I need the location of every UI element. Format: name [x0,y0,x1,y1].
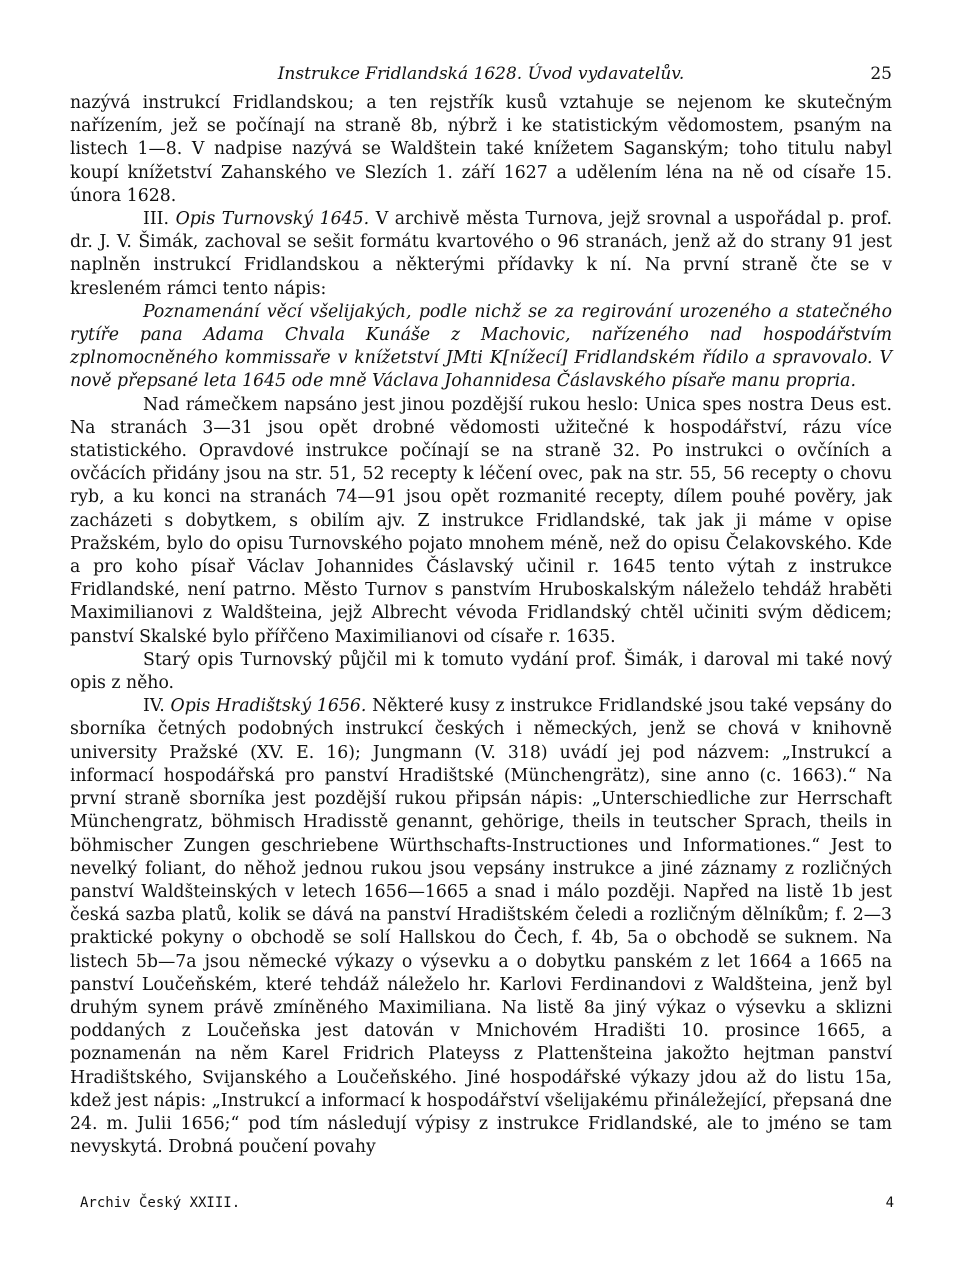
paragraph-heslo: Nad rámečkem napsáno jest jinou pozdější rukou heslo: Unica spes nostra Deus est. Na stranách 3—31 jsou opět drobné vědomosti užitečné k hospodářství, rázu více statistického. Opravdové instrukce počínají se na straně 32. Po instrukci o ovčíních a ovčácích přidány jsou na str. 51, 52 recepty k léčení ovec, pak na str. 55, 56 recepty o chovu ryb, a ku konci na stranách 74—91 jsou opět rozmanité recepty, dílem pouhé pověry, jak zacházeti s dobytkem, s obilím ajv. Z instrukce Fridlandské, tak jak ji máme v opise Pražském, bylo do opisu Turnovského pojato mnohem méně, než do opisu Čelakovského. Kde a pro koho písař Václav Johannides Čáslavský učinil r. 1645 tento výtah z instrukce Fridlandské, není patrno. Město Turnov s panstvím Hruboskalským náleželo tehdáž hraběti Maximilianovi z Waldšteina, jejž Albrecht vévoda Fridlandský chtěl učiniti svým dědicem; panství Skalské bylo přířčeno Maximilianovi od císaře r. 1635. [70,394,892,647]
running-title: Instrukce Fridlandská 1628. Úvod vydavatelův. [277,64,685,84]
section-text: V archivě města Turnova, jejž srovnal a uspořádal p. prof. dr. J. V. Šimák, zachoval se sešit formátu kvartového o 96 stranách, jenž až do strany 91 jest naplněn instrukcí Fridlandskou a některými přídavky k ní. Na první straně čte se v kresleném rámci tento nápis: [70,209,893,299]
paragraph-simak: Starý opis Turnovský půjčil mi k tomuto vydání prof. Šimák, i daroval mi také nový opis z něho. [70,649,892,694]
section-number: III. [143,209,169,230]
signature-number: 4 [885,1195,894,1211]
section-text: Některé kusy z instrukce Fridlandské jsou také vepsány do sborníka četných podobných instrukcí českých i německých, jenž se chová v knihovně university Pražské (XV. E. 16); Jungmann (V. 318) uvádí jej pod názvem: „Instrukcí a informací hospodářská pro panství Hradištské (Münchengrätz), sine anno (c. 1663).“ Na první straně sborníka jest pozdější rukou připsán nápis: „Unterschiedliche zur Herrschaft Münchengratz, böhmisch Hradisstě genannt, gehörige, theils in teutscher Sprach, theils in böhmischer Zungen geschriebene Würthschafts-Instructiones und Informationes.“ Jest to nevelký foliant, do něhož jednou rukou jsou vepsány instrukce a jiné záznamy z rozličných panství Waldšteinských v letech 1656—1665 a snad i málo později. Napřed na listě 1b jest česká sazba platů, kolik se dává na panství Hradištském čeledi a rozličným dělníkům; f. 2—3 praktické pokyny o obchodě se solí Hallskou do Čech, f. 4b, 5a o obchodě se suknem. Na listech 5b—7a jsou německé výkazy o výsevku a o dobytku panském z let 1664 a 1665 na panství Loučeňském, které tehdáž náleželo hr. Karlovi Ferdinandovi z Waldšteina, jenž byl druhým synem právě zmíněného Maximiliana. Na listě 8a jiný výkaz o výsevku a sklizni poddaných z Loučeňska jest datován v Mnichovém Hradišti 10. prosince 1665, a poznamenán na něm Karel Fridrich Plateyss z Plattenšteina jakožto hejtman panství Hradištského, Svijanského a Loučeňského. Jiné hospodářské výkazy jdou až do listu 15a, kdež jest nápis: „Instrukcí a informací k hospodářství všelijakému přináležející, přepsaná dne 24. m. Julii 1656;“ pod tím následují výpisy z instrukce Fridlandské, ale to jméno se tam nevyskytá. Drobná poučení povahy [70,696,892,1158]
page [70,58,892,1159]
inscription-quote: Poznamenání věcí všelijakých, podle nichž se za regirování urozeného a statečného rytíře pana Adama Chvala Kunáše z Machovic, nařízeného nad hospodářstvím zplnomocněného kommissaře v knížetství JMti K[nížecí] Fridlandském řídilo a spravovalo. V nově přepsané leta 1645 ode mně Václava Johannidesa Čáslavského písaře manu propria. [70,301,892,392]
paragraph-1: nazývá instrukcí Fridlandskou; a ten rejstřík kusů vztahuje se nejenom ke skutečným nařízením, jež se počínají na straně 8b, nýbrž i ke statistickým vědomostem, psaným na listech 1—8. V nadpise nazývá se Waldštein také knížetem Saganským; toho titulu nabyl koupí knížetství Zahanského ve Slezích 1. září 1627 a udělením léna na ně od císaře 15. února 1628. [70,93,892,206]
paragraph-opis-turnovsky [70,208,892,301]
section-title: Opis Hradištský 1656. [170,696,367,717]
section-number: IV. [143,696,165,717]
printer-signature: Archiv Český XXIII. [80,1195,241,1211]
section-title: Opis Turnovský 1645. [175,209,370,230]
paragraph-opis-hradistsky [70,695,892,1159]
page-header [70,58,892,92]
body-text [70,92,892,1159]
page-number: 25 [870,64,892,84]
page-footer [80,1195,894,1219]
